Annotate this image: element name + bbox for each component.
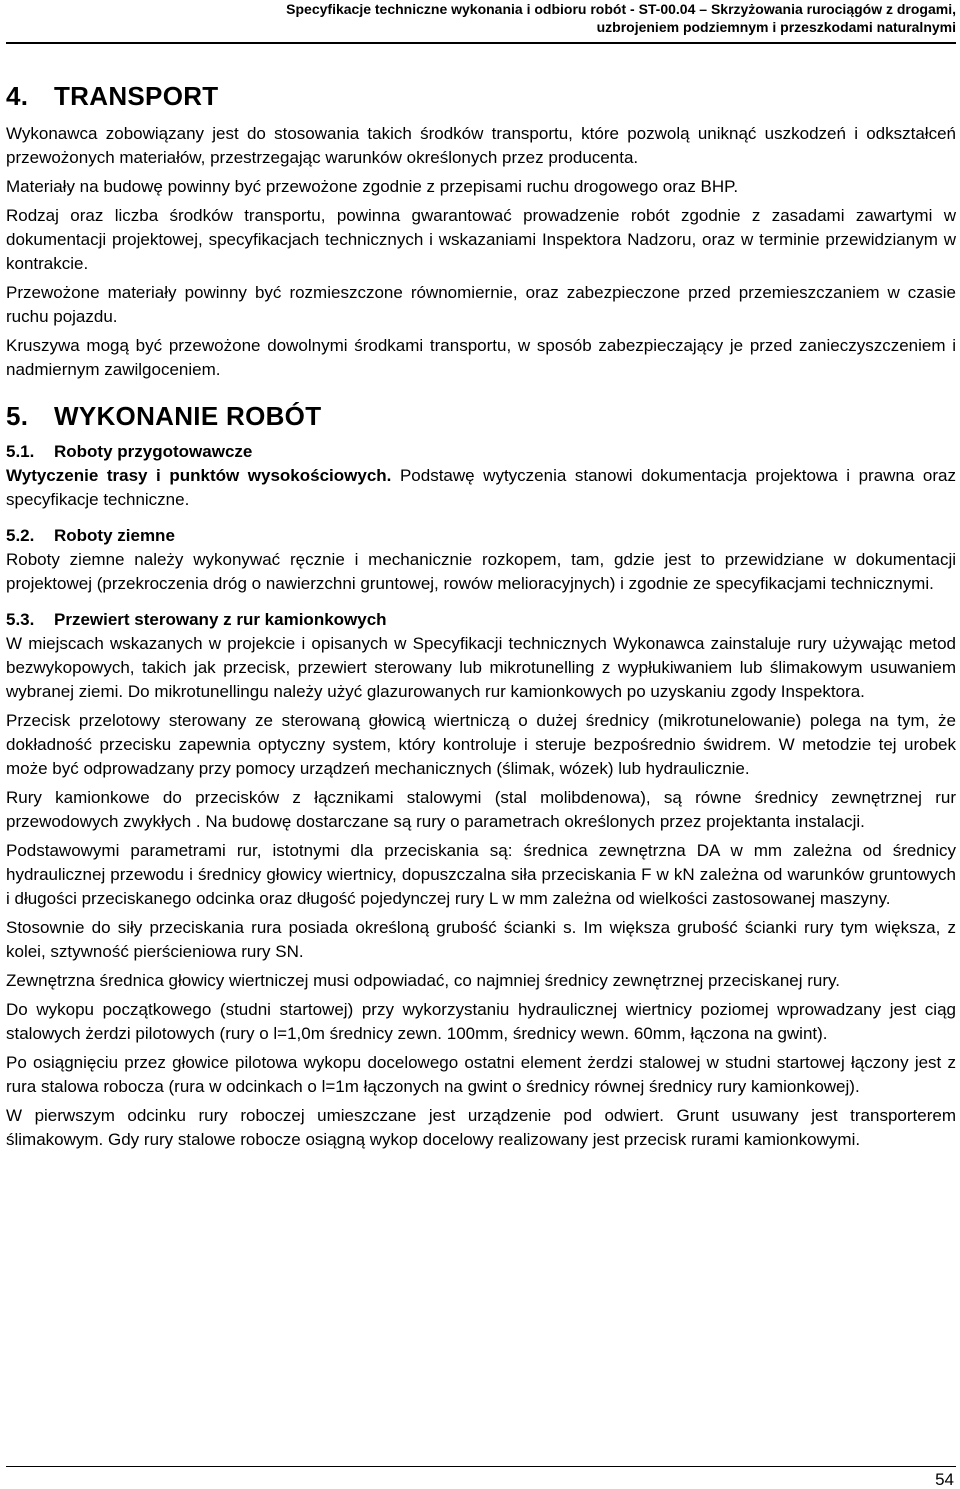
subsection-5-2-heading <box>6 524 956 548</box>
section-4-title: TRANSPORT <box>54 81 219 111</box>
section-4-number: 4. <box>6 81 29 111</box>
subsection-5-1-heading <box>6 440 956 464</box>
paragraph: Do wykopu początkowego (studni startowej) przy wykorzystaniu hydraulicznej wiertnicy poziomej wprowadzany jest ciąg stalowych żerdzi pilotowych (rury o l=1,0m średnicy zewn. 100mm, średnicy wewn. 60mm, łączona na gwint). <box>6 1000 956 1043</box>
subsection-5-1-title: Roboty przygotowawcze <box>54 442 253 461</box>
paragraph: Przecisk przelotowy sterowany ze sterowaną głowicą wiertniczą o dużej średnicy (mikrotunelowanie) polega na tym, że dokładność przecisku zapewnia optyczny system, który kontroluje i steruje bezpośrednio świdrem. W metodzie tej urobek może być odprowadzany przy pomocy urządzeń mechanicznych (ślimak, wózek) lub hydraulicznie. <box>6 711 956 778</box>
page-number: 54 <box>935 1470 954 1489</box>
subsection-5-2-title: Roboty ziemne <box>54 526 175 545</box>
footer-rule <box>6 1466 956 1467</box>
paragraph: Podstawowymi parametrami rur, istotnymi dla przeciskania są: średnica zewnętrzna DA w mm zależna od średnicy hydraulicznej przewodu i średnicy głowicy wiertnicy, dopuszczalna siła przeciskania F w kN zależna od warunków gruntowych i długości przeciskanego odcinka oraz długość pojedynczej rury L w mm zależna od wielkości zastosowanej maszyny. <box>6 841 956 908</box>
paragraph: Rury kamionkowe do przecisków z łącznikami stalowymi (stal molibdenowa), są równe średnicy zewnętrznej rur przewodowych zwykłych . Na budowę dostarczane są rury o parametrach określonych przez projektanta instalacji. <box>6 788 956 831</box>
paragraph: Przewożone materiały powinny być rozmieszczone równomiernie, oraz zabezpieczone przed przemieszczaniem w czasie ruchu pojazdu. <box>6 283 956 326</box>
subsection-5-3-title: Przewiert sterowany z rur kamionkowych <box>54 610 387 629</box>
paragraph: W miejscach wskazanych w projekcie i opisanych w Specyfikacji technicznych Wykonawca zainstaluje rury używając metod bezwykopowych, takich jak przecisk, przewiert sterowany lub mikrotunelling z wypłukiwaniem lub ślimakowym usuwaniem wybranej ziemi. Do mikrotunellingu należy użyć glazurowanych rur kamionkowych po uzyskaniu zgody Inspektora. <box>6 634 956 701</box>
paragraph: Kruszywa mogą być przewożone dowolnymi środkami transportu, w sposób zabezpieczający je przed zanieczyszczeniem i nadmiernym zawilgoceniem. <box>6 336 956 379</box>
paragraph: Zewnętrzna średnica głowicy wiertniczej musi odpowiadać, co najmniej średnicy zewnętrznej przeciskanej rury. <box>6 971 840 990</box>
page-body <box>6 80 956 1157</box>
paragraph: W pierwszym odcinku rury roboczej umieszczane jest urządzenie pod odwiert. Grunt usuwany jest transporterem ślimakowym. Gdy rury stalowe robocze osiągną wykop docelowy realizowany jest przecisk rurami kamionkowymi. <box>6 1106 956 1149</box>
paragraph: Materiały na budowę powinny być przewożone zgodnie z przepisami ruchu drogowego oraz BHP. <box>6 177 739 196</box>
section-5-number: 5. <box>6 401 29 431</box>
subsection-5-3-number: 5.3. <box>6 610 35 629</box>
header-rule <box>6 42 956 44</box>
subsection-5-2-number: 5.2. <box>6 526 35 545</box>
paragraph: Rodzaj oraz liczba środków transportu, powinna gwarantować prowadzenie robót zgodnie z zasadami zawartymi w dokumentacji projektowej, specyfikacjach technicznych i wskazaniami Inspektora Nadzoru, oraz w terminie przewidzianym w kontrakcie. <box>6 206 956 273</box>
paragraph-text: Podstawę wytyczenia stanowi dokumentacja projektowa i prawna oraz specyfikacje techniczne. <box>6 466 956 509</box>
subsection-5-3-heading <box>6 608 956 632</box>
running-header <box>96 0 956 36</box>
header-line-2: uzbrojeniem podziemnym i przeszkodami naturalnymi <box>596 19 956 35</box>
paragraph: Roboty ziemne należy wykonywać ręcznie i mechanicznie rozkopem, tam, gdzie jest to przewidziane w dokumentacji projektowej (przekroczenia dróg o nawierzchni gruntowej, rowów melioracyjnych) i zgodnie ze specyfikacjami technicznymi. <box>6 550 956 593</box>
paragraph: Po osiągnięciu przez głowice pilotowa wykopu docelowego ostatni element żerdzi stalowej w studni startowej łączony jest z rura stalowa robocza (rura w odcinkach o l=1m łączonych na gwint o średnicy równej średnicy rury kamionkowej). <box>6 1053 956 1096</box>
paragraph <box>6 464 956 512</box>
section-5-title: WYKONANIE ROBÓT <box>54 401 322 431</box>
section-5-heading <box>6 400 956 432</box>
section-4-heading <box>6 80 956 112</box>
header-line-1: Specyfikacje techniczne wykonania i odbioru robót - ST-00.04 – Skrzyżowania rurociągów z drogami, <box>286 1 956 17</box>
subsection-5-1-number: 5.1. <box>6 442 35 461</box>
paragraph: Stosownie do siły przeciskania rura posiada określoną grubość ścianki s. Im większa grubość ścianki rury tym większa, z kolei, sztywność pierścieniowa rury SN. <box>6 918 956 961</box>
bold-lead-text: Wytyczenie trasy i punktów wysokościowych. <box>6 466 392 485</box>
paragraph: Wykonawca zobowiązany jest do stosowania takich środków transportu, które pozwolą uniknąć uszkodzeń i odkształceń przewożonych materiałów, przestrzegając warunków określonych przez producenta. <box>6 124 956 167</box>
